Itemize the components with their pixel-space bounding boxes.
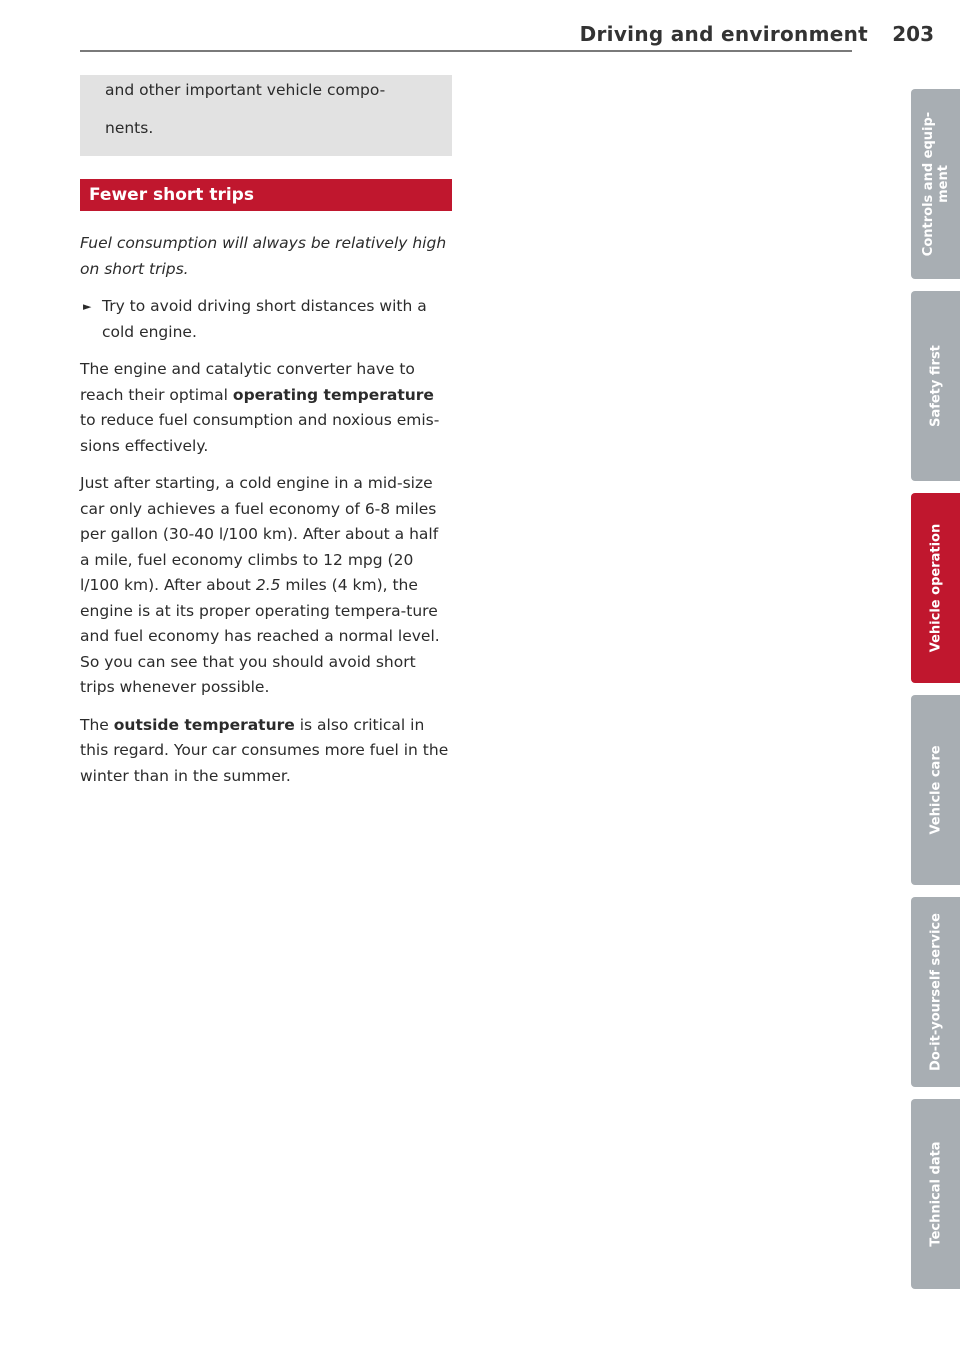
- tab-label: Vehicle operation: [928, 523, 943, 653]
- instruction-bullet: [80, 294, 452, 345]
- section-heading: Fewer short trips: [80, 179, 452, 211]
- tab-do-it-yourself-service[interactable]: [911, 897, 960, 1087]
- p1-text-start: The engine and catalytic converter have to reach their optimal: [80, 360, 415, 404]
- tab-controls-and-equipment[interactable]: [911, 89, 960, 279]
- tab-technical-data[interactable]: [911, 1099, 960, 1289]
- continuation-line-2: nents.: [105, 118, 154, 137]
- header-divider: [80, 50, 852, 52]
- p3-bold-term: outside temperature: [113, 715, 295, 734]
- p3-text-end: is also critical in this regard. Your car consumes more fuel in the winter than in the summer.: [80, 715, 449, 785]
- tab-vehicle-care[interactable]: [911, 695, 960, 885]
- section-intro: Fuel consumption will always be relatively high on short trips.: [80, 234, 447, 278]
- tab-safety-first[interactable]: [911, 291, 960, 481]
- main-content: [80, 75, 452, 801]
- tab-label: Safety first: [928, 345, 943, 427]
- paragraph-fuel-economy: [80, 471, 452, 701]
- p2-text-start: Just after starting, a cold engine in a mid-size car only achieves a fuel economy of 6-8 miles per gallon (30-40 l/100 km). After about a half a mile, fuel economy climbs to 12 mpg (20 l/100 km). After about: [80, 474, 439, 594]
- bullet-arrow-icon: ►: [83, 300, 92, 313]
- header-section-title: Driving and environment: [579, 22, 868, 46]
- tab-label: Controls and equip-ment: [920, 111, 951, 257]
- p2-italic-value: 2.5: [255, 576, 281, 594]
- paragraph-outside-temperature: [80, 713, 452, 790]
- tab-vehicle-operation[interactable]: [911, 493, 960, 683]
- continuation-box: [80, 75, 452, 156]
- continuation-line-1: and other important vehicle compo-: [105, 81, 386, 99]
- p2-text-end: miles (4 km), the engine is at its proper operating tempera-ture and fuel economy has reached a normal level. So you can see that you should avoid short trips whenever possible.: [80, 576, 440, 696]
- p1-bold-term: operating temperature: [232, 385, 434, 404]
- tab-label: Vehicle care: [928, 745, 943, 835]
- bullet-text: Try to avoid driving short distances with a cold engine.: [102, 297, 427, 341]
- paragraph-operating-temperature: [80, 357, 452, 459]
- tab-label: Do-it-yourself service: [928, 913, 943, 1071]
- p1-text-end: to reduce fuel consumption and noxious emis-sions effectively.: [80, 411, 440, 455]
- page-header: [0, 0, 960, 60]
- p3-text-start: The: [80, 715, 114, 734]
- page-number: 203: [892, 22, 934, 46]
- tab-label: Technical data: [928, 1141, 943, 1247]
